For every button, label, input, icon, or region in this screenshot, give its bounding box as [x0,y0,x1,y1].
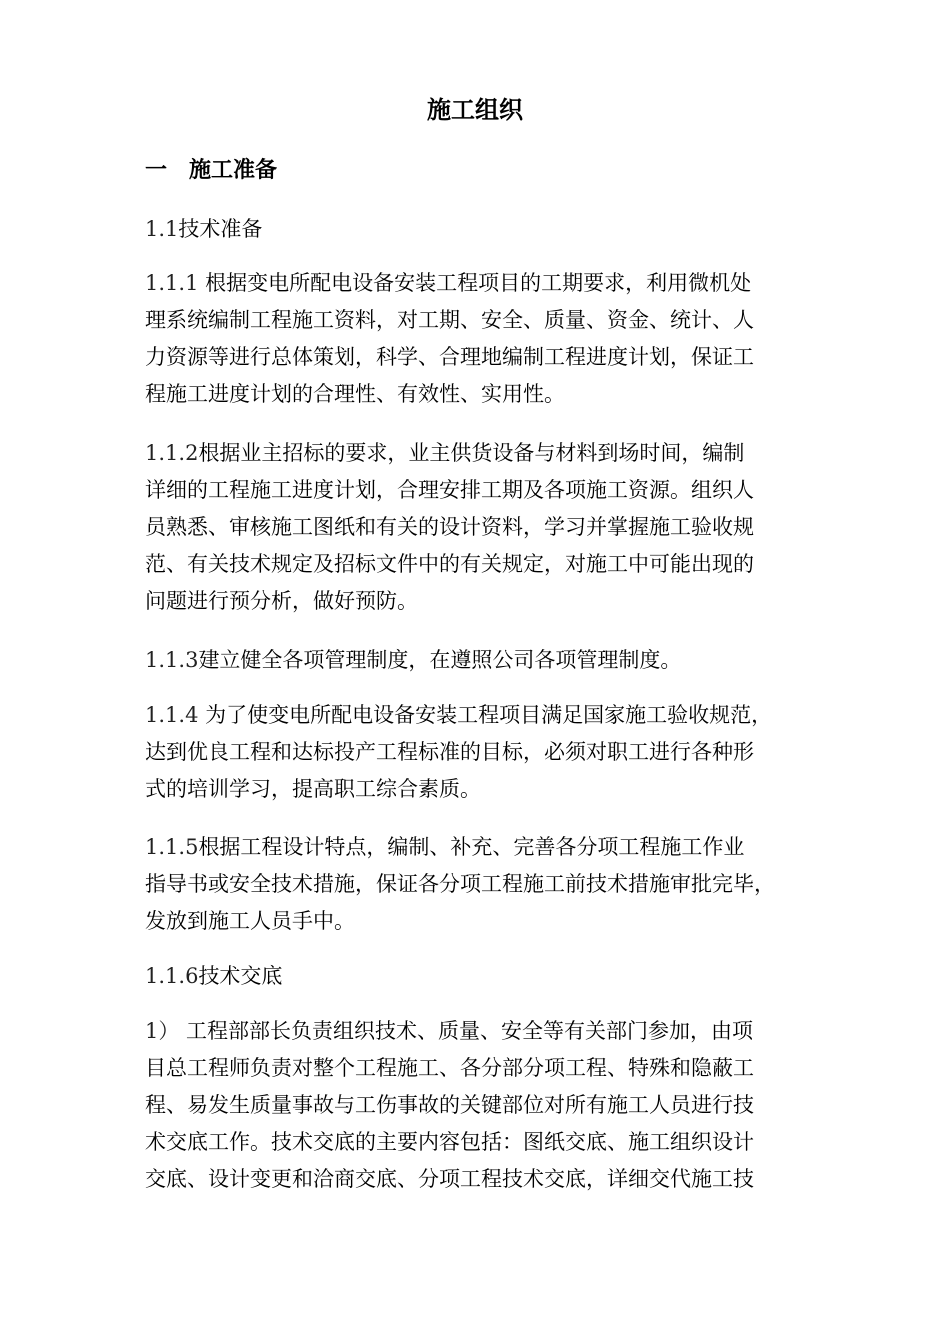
paragraph-line: 指导书或安全技术措施，保证各分项工程施工前技术措施审批完毕， [145,872,775,896]
paragraph-1-1-1 [145,265,805,413]
paragraph-line: 范、有关技术规定及招标文件中的有关规定，对施工中可能出现的 [145,552,754,576]
paragraph-line: 为了使变电所配电设备安装工程项目满足国家施工验收规范， [198,703,773,727]
paragraph-number: 1.1.5 [145,835,199,859]
paragraph-line: 发放到施工人员手中。 [145,909,355,933]
paragraph-line: 详细的工程施工进度计划，合理安排工期及各项施工资源。组织人 [145,478,754,502]
paragraph-1-1-3 [145,642,805,679]
paragraph-1-1-5 [145,829,805,940]
paragraph-line: 术交底工作。技术交底的主要内容包括：图纸交底、施工组织设计 [145,1130,754,1154]
section-number: 一 [145,158,168,183]
paragraph-1-1-6 [145,958,805,995]
paragraph-number: 1） [145,1019,180,1043]
document-title: 施工组织 [427,96,523,124]
paragraph-line: 技术准备 [178,217,263,241]
paragraph-line: 建立健全各项管理制度，在遵照公司各项管理制度。 [198,648,682,672]
paragraph-line: 达到优良工程和达标投产工程标准的目标，必须对职工进行各种形 [145,740,754,764]
paragraph-line: 根据业主招标的要求，业主供货设备与材料到场时间，编制 [198,441,745,465]
paragraph-1-1-4 [145,697,805,808]
paragraph-line: 程、易发生质量事故与工伤事故的关键部位对所有施工人员进行技 [145,1093,754,1117]
paragraph-number: 1.1 [145,217,179,241]
paragraph-line: 根据变电所配电设备安装工程项目的工期要求，利用微机处 [198,271,752,295]
paragraph-item-1 [145,1013,805,1198]
paragraph-line: 技术交底 [198,964,283,988]
paragraph-line: 理系统编制工程施工资料，对工期、安全、质量、资金、统计、人 [145,308,754,332]
paragraph-line: 式的培训学习，提高职工综合素质。 [145,777,481,801]
section-title: 施工准备 [189,158,278,183]
paragraph-line: 交底、设计变更和洽商交底、分项工程技术交底，详细交代施工技 [145,1167,754,1191]
paragraph-line: 程施工进度计划的合理性、有效性、实用性。 [145,382,565,406]
paragraph-line: 目总工程师负责对整个工程施工、各分部分项工程、特殊和隐蔽工 [145,1056,754,1080]
paragraph-line: 员熟悉、审核施工图纸和有关的设计资料，学习并掌握施工验收规 [145,515,754,539]
paragraph-number: 1.1.3 [145,648,199,672]
paragraph-line: 力资源等进行总体策划，科学、合理地编制工程进度计划，保证工 [145,345,754,369]
section-heading [145,153,277,189]
paragraph-line: 工程部部长负责组织技术、质量、安全等有关部门参加，由项 [179,1019,754,1043]
paragraph-number: 1.1.4 [145,703,199,727]
paragraph-line: 根据工程设计特点，编制、补充、完善各分项工程施工作业 [198,835,745,859]
paragraph-number: 1.1.1 [145,271,199,295]
paragraph-number: 1.1.2 [145,441,199,465]
paragraph-line: 问题进行预分析，做好预防。 [145,589,418,613]
paragraph-1-1-2 [145,435,805,620]
paragraph-number: 1.1.6 [145,964,199,988]
paragraph-1-1 [145,211,805,248]
